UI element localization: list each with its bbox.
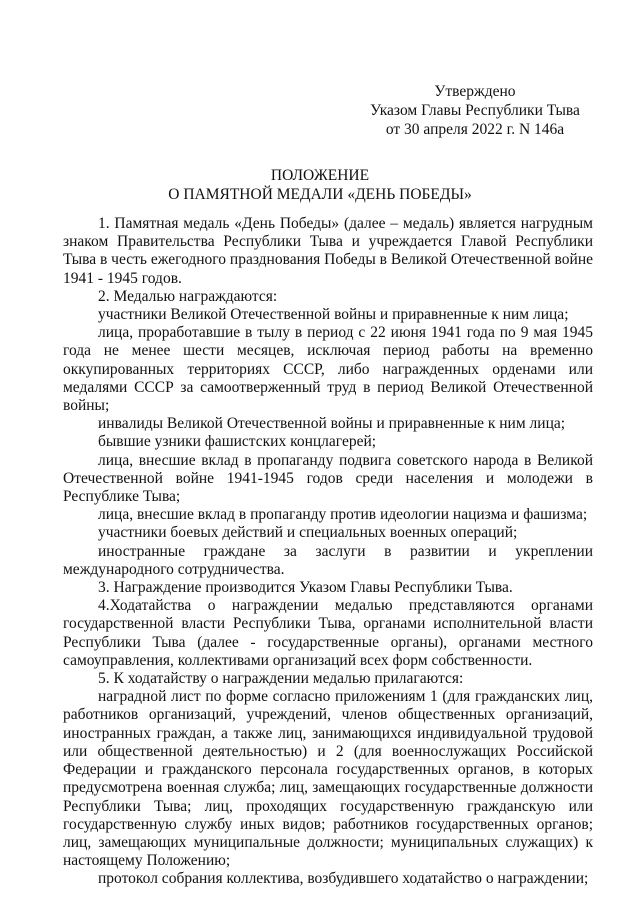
paragraph-2: 2. Медалью награждаются:: [98, 287, 278, 305]
approval-stamp: [360, 82, 590, 139]
document-body: [63, 215, 593, 889]
paragraph-3: участники Великой Отечественной войны и приравненные к ним лица;: [98, 306, 569, 324]
document-title: [70, 166, 570, 204]
paragraph-8: лица, внесшие вклад в пропаганду против идеологии нацизма и фашизма;: [98, 506, 588, 524]
approval-line-3: от 30 апреля 2022 г. N 146а: [385, 121, 565, 138]
title-line-2: О ПАМЯТНОЙ МЕДАЛИ «ДЕНЬ ПОБЕДЫ»: [168, 186, 472, 203]
approval-line-1: Утверждено: [434, 83, 516, 100]
paragraph-12: 4.Ходатайства о награждении медалью представляются органами государственной власти Республики Тыва, органами исполнительной власти Республики Тыва (далее - государственные органы), органами местного самоуправления, коллективами организаций всех форм собственности.: [63, 597, 593, 669]
paragraph-1: 1. Памятная медаль «День Победы» (далее – медаль) является нагрудным знаком Правительства Республики Тыва и учреждается Главой Республики Тыва в честь ежегодного празднования Победы в Великой Отечественной войне 1941 - 1945 годов.: [63, 215, 593, 287]
paragraph-6: бывшие узники фашистских концлагерей;: [98, 433, 377, 451]
paragraph-7: лица, внесшие вклад в пропаганду подвига советского народа в Великой Отечественной войне 1941-1945 годов среди населения и молодежи в Республике Тыва;: [63, 451, 593, 506]
title-line-1: ПОЛОЖЕНИЕ: [270, 167, 370, 184]
paragraph-9: участники боевых действий и специальных военных операций;: [98, 524, 518, 542]
paragraph-10: иностранные граждане за заслуги в развитии и укреплении международного сотрудничества.: [63, 542, 593, 578]
paragraph-15: протокол собрания коллектива, возбудившего ходатайство о награждении;: [98, 870, 589, 888]
paragraph-4: лица, проработавшие в тылу в период с 22 июня 1941 года по 9 мая 1945 года не менее шести месяцев, исключая период работы на временно оккупированных территориях СССР, либо награжденных орденами или медалями СССР за самоотверженный труд в период Великой Отечественной войны;: [63, 324, 593, 415]
paragraph-11: 3. Награждение производится Указом Главы Республики Тыва.: [98, 579, 513, 597]
paragraph-13: 5. К ходатайству о награждении медалью прилагаются:: [98, 670, 464, 688]
paragraph-14: наградной лист по форме согласно приложениям 1 (для гражданских лиц, работников организаций, учреждений, членов общественных организаций, иностранных граждан, а также лиц, занимающихся индивидуальной трудовой или общественной деятельностью) и 2 (для военнослужащих Российской Федерации и гражданского персонала государственных органов, в которых предусмотрена военная служба; лиц, замещающих государственные должности Республики Тыва; лиц, проходящих государственную гражданскую или государственную службу иных видов; работников государственных органов; лиц, замещающих муниципальные должности; муниципальных служащих) к настоящему Положению;: [63, 688, 593, 870]
approval-line-2: Указом Главы Республики Тыва: [370, 102, 580, 119]
paragraph-5: инвалиды Великой Отечественной войны и приравненные к ним лица;: [98, 415, 566, 433]
